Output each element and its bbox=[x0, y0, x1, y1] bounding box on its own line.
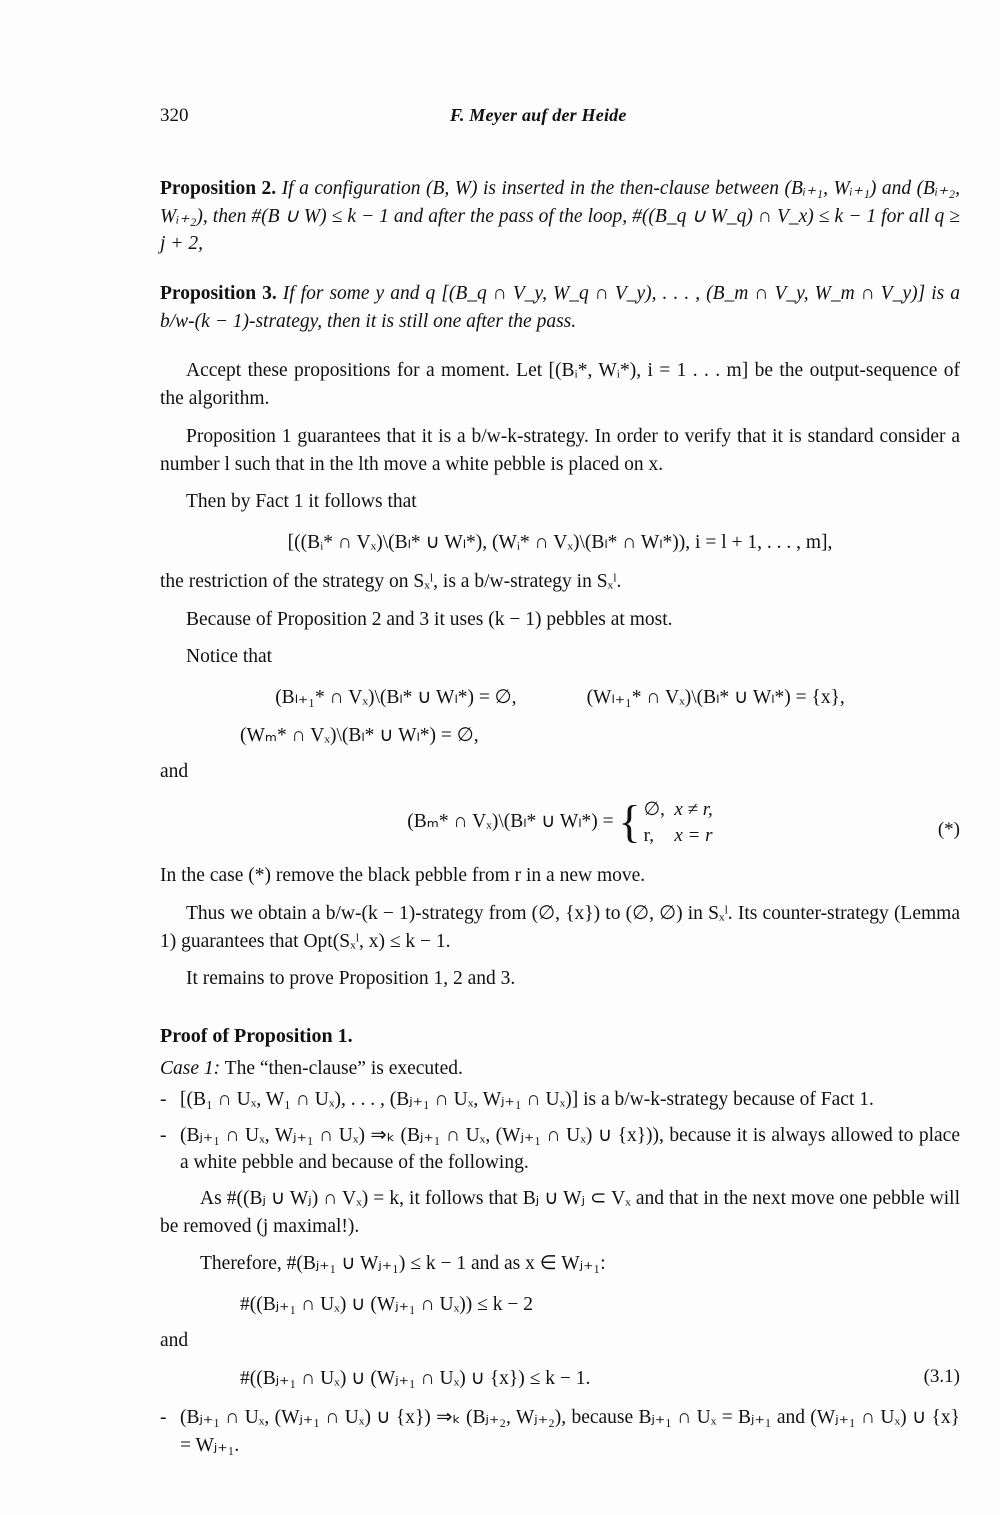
equation-notice-left: (Bₗ₊₁* ∩ Vₓ)\(Bₗ* ∪ Wₗ*) = ∅, bbox=[275, 686, 517, 708]
proof-item-3 bbox=[160, 1404, 960, 1459]
and-connector-1: and bbox=[160, 760, 189, 782]
equation-notice-right: (Wₗ₊₁* ∩ Vₓ)\(Bₗ* ∪ Wₗ*) = {x}, bbox=[586, 686, 845, 708]
equation-cases bbox=[160, 797, 960, 848]
paragraph-thus: Thus we obtain a b/w-(k − 1)-strategy from (∅, {x}) to (∅, ∅) in Sₓˡ. Its counter-strategy (Lemma 1) guarantees that Opt(Sₓˡ, x) ≤ k − 1. bbox=[160, 902, 960, 952]
proof-item-2-text: (Bⱼ₊₁ ∩ Uₓ, Wⱼ₊₁ ∩ Uₓ) ⇒ₖ (Bⱼ₊₁ ∩ Uₓ, (Wⱼ₊₁ ∩ Uₓ) ∪ {x})), because it is always allowed to place a white pebble and because of the following. bbox=[180, 1124, 960, 1174]
cases-row1-value: ∅, bbox=[643, 798, 665, 820]
dash-bullet-icon: - bbox=[160, 1124, 167, 1146]
proof-item-2 bbox=[160, 1122, 960, 1177]
proof-heading: Proof of Proposition 1. bbox=[160, 1024, 353, 1047]
proposition-3-label: Proposition 3. bbox=[160, 283, 277, 305]
paragraph-proposition1: Proposition 1 guarantees that it is a b/w-k-strategy. In order to verify that it is standard consider a number l such that in the lth move a white pebble is placed on x. bbox=[160, 425, 960, 475]
proposition-2-text: If a configuration (B, W) is inserted in the then-clause between (Bᵢ₊₁, Wᵢ₊₁) and (Bᵢ₊₂, Wᵢ₊₂), then #(B ∪ W) ≤ k − 1 and after the pass of the loop, #((B_q ∪ W_q) ∩ V_x) ≤ k − 1 for all q ≥ j + 2, bbox=[160, 178, 961, 255]
equation-notice-pair bbox=[160, 685, 960, 709]
equation-number-star: (*) bbox=[937, 818, 960, 840]
proof-item-1-text: [(B₁ ∩ Uₓ, W₁ ∩ Uₓ), . . . , (Bⱼ₊₁ ∩ Uₓ, Wⱼ₊₁ ∩ Uₓ)] is a b/w-k-strategy because of Fact 1. bbox=[180, 1088, 874, 1110]
paragraph-restriction: the restriction of the strategy on Sₓˡ, is a b/w-strategy in Sₓˡ. bbox=[160, 570, 622, 592]
and-connector-2: and bbox=[160, 1330, 189, 1352]
dash-bullet-icon: - bbox=[160, 1088, 167, 1110]
equation-notice-second bbox=[160, 723, 960, 747]
equation-fact1 bbox=[160, 530, 960, 554]
cases-block bbox=[619, 797, 713, 848]
page-content bbox=[160, 105, 960, 1467]
paragraph-case-star: In the case (*) remove the black pebble from r in a new move. bbox=[160, 865, 646, 887]
paragraph-notice: Notice that bbox=[186, 646, 273, 668]
equation-notice-second-text: (Wₘ* ∩ Vₓ)\(Bₗ* ∪ Wₗ*) = ∅, bbox=[240, 724, 479, 746]
proposition-3 bbox=[160, 280, 960, 335]
paragraph-accept: Accept these propositions for a moment. Let [(Bᵢ*, Wᵢ*), i = 1 . . . m] be the output-sequence of the algorithm. bbox=[160, 360, 960, 410]
case-1-line bbox=[160, 1058, 960, 1080]
left-brace-icon: { bbox=[618, 796, 641, 848]
proof-item-list bbox=[160, 1086, 960, 1177]
paragraph-remains: It remains to prove Proposition 1, 2 and 3. bbox=[186, 968, 516, 990]
page-number: 320 bbox=[160, 105, 189, 126]
proposition-3-text: If for some y and q [(B_q ∩ V_y, W_q ∩ V_y), . . . , (B_m ∩ V_y, W_m ∩ V_y)] is a b/w-(k − 1)-strategy, then it is still one after the pass. bbox=[160, 283, 961, 332]
case-1-label: Case 1: bbox=[160, 1057, 221, 1079]
proposition-2-label: Proposition 2. bbox=[160, 178, 277, 199]
page-header bbox=[160, 105, 960, 127]
cases-row2-condition: x = r bbox=[674, 824, 713, 846]
paragraph-as: As #((Bⱼ ∪ Wⱼ) ∩ Vₓ) = k, it follows that Bⱼ ∪ Wⱼ ⊂ Vₓ and that in the next move one pebble will be removed (j maximal!). bbox=[160, 1188, 960, 1237]
proof-item-list-2 bbox=[160, 1404, 960, 1459]
paragraph-fact1: Then by Fact 1 it follows that bbox=[186, 491, 417, 513]
cases-row1-condition: x ≠ r, bbox=[674, 798, 713, 820]
equation-a-text: #((Bⱼ₊₁ ∩ Uₓ) ∪ (Wⱼ₊₁ ∩ Uₓ)) ≤ k − 2 bbox=[240, 1294, 533, 1316]
equation-cases-lhs: (Bₘ* ∩ Vₓ)\(Bₗ* ∪ Wₗ*) = bbox=[407, 811, 614, 833]
proposition-2 bbox=[160, 175, 960, 258]
cases-row2-value: r, bbox=[643, 824, 654, 846]
equation-number-3-1: (3.1) bbox=[923, 1366, 960, 1388]
case-1-text: The “then-clause” is executed. bbox=[224, 1057, 463, 1079]
paragraph-therefore: Therefore, #(Bⱼ₊₁ ∪ Wⱼ₊₁) ≤ k − 1 and as x ∈ Wⱼ₊₁: bbox=[200, 1253, 606, 1275]
equation-fact1-text: [((Bᵢ* ∩ Vₓ)\(Bₗ* ∪ Wₗ*), (Wᵢ* ∩ Vₓ)\(Bₗ* ∩ Wₗ*)), i = l + 1, . . . , m], bbox=[287, 531, 833, 553]
proof-item-1 bbox=[160, 1086, 960, 1114]
proof-item-3-text: (Bⱼ₊₁ ∩ Uₓ, (Wⱼ₊₁ ∩ Uₓ) ∪ {x}) ⇒ₖ (Bⱼ₊₂, Wⱼ₊₂), because Bⱼ₊₁ ∩ Uₓ = Bⱼ₊₁ and (Wⱼ₊₁ ∩ Uₓ) ∪ {x} = Wⱼ₊₁. bbox=[180, 1407, 960, 1456]
paragraph-because: Because of Proposition 2 and 3 it uses (k − 1) pebbles at most. bbox=[186, 608, 673, 630]
equation-b bbox=[160, 1366, 960, 1390]
dash-bullet-icon: - bbox=[160, 1407, 167, 1429]
equation-a bbox=[160, 1292, 960, 1316]
running-head: F. Meyer auf der Heide bbox=[450, 105, 627, 125]
equation-b-text: #((Bⱼ₊₁ ∩ Uₓ) ∪ (Wⱼ₊₁ ∩ Uₓ) ∪ {x}) ≤ k − 1. bbox=[240, 1368, 591, 1390]
